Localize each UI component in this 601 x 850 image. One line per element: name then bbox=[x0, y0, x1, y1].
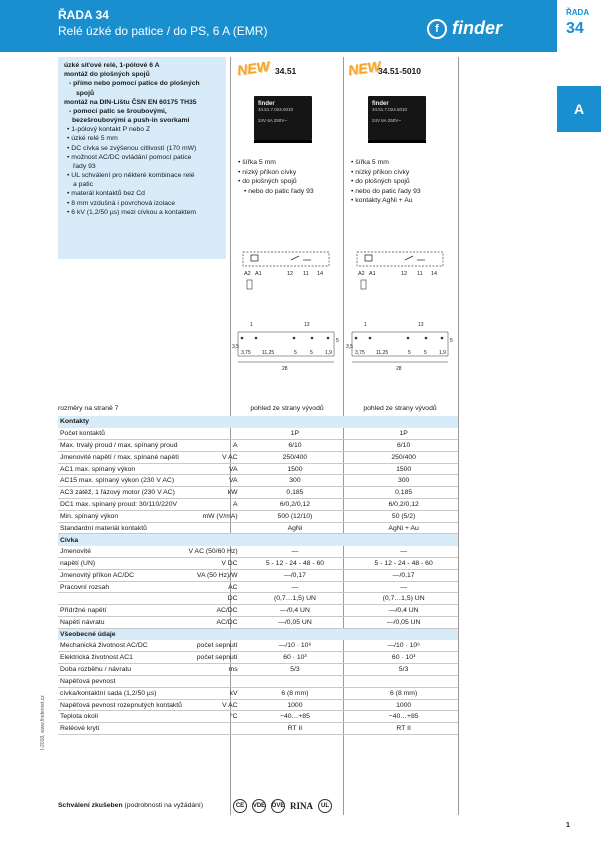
pin-label: A2 bbox=[244, 271, 251, 277]
spec-row bbox=[58, 487, 458, 499]
product-bullet: • kontakty AgNi + Au bbox=[349, 196, 421, 206]
pin-label: 11 bbox=[417, 271, 423, 277]
dim-label: 5 bbox=[424, 350, 427, 356]
spec-label: Jmenovité bbox=[58, 546, 184, 558]
spec-value: 50 (5/2) bbox=[349, 510, 458, 522]
spec-value: 5 - 12 - 24 - 48 - 60 bbox=[349, 558, 458, 570]
pin-label: 11 bbox=[303, 271, 309, 277]
product-bullet: • šířka 5 mm bbox=[236, 158, 314, 168]
spec-row bbox=[58, 440, 458, 452]
spec-row bbox=[58, 664, 458, 676]
section-title: Cívka bbox=[58, 534, 458, 546]
spec-label: Reléové krytí bbox=[58, 723, 184, 735]
dim-label: 11,25 bbox=[262, 350, 275, 356]
spec-label: Mechanická životnost AC/DC bbox=[58, 640, 184, 652]
spec-value: 1P bbox=[241, 428, 350, 440]
spec-value: 500 (12/10) bbox=[241, 510, 350, 522]
spec-value: 6 (8 mm) bbox=[349, 687, 458, 699]
feature-bullet: • možnost AC/DC ovládání pomocí patice bbox=[64, 153, 220, 162]
spec-value: —/10 · 10⁶ bbox=[349, 640, 458, 652]
pin-label: 14 bbox=[431, 271, 438, 277]
product-bullet: • do plošných spojů bbox=[236, 177, 314, 187]
spec-value: 250/400 bbox=[241, 451, 350, 463]
spec-unit bbox=[184, 428, 241, 440]
dim-label: 11,25 bbox=[376, 350, 389, 356]
spec-row bbox=[58, 546, 458, 558]
spec-value: RT II bbox=[241, 723, 350, 735]
spec-unit: A bbox=[184, 499, 241, 511]
spec-unit: mW (V/mA) bbox=[184, 510, 241, 522]
dim-label: 1 bbox=[250, 322, 253, 328]
logo-text: finder bbox=[452, 18, 503, 38]
product-bullet: • nízký příkon cívky bbox=[236, 168, 314, 178]
dim-label: 13 bbox=[304, 322, 310, 328]
wiring-diagram bbox=[355, 248, 450, 294]
spec-value: —/0,17 bbox=[241, 569, 350, 581]
spec-value: 300 bbox=[241, 475, 350, 487]
dim-label: 1,9 bbox=[325, 350, 332, 356]
approvals-row bbox=[58, 799, 458, 812]
feature-bullet: • 6 kV (1,2/50 µs) mezi cívkou a kontaktem bbox=[64, 208, 220, 217]
product-bullet-cont: • nebo do patic řady 93 bbox=[349, 187, 421, 197]
spec-label: Jmenovitý příkon AC/DC bbox=[58, 569, 184, 581]
spec-label: Elektrická životnost AC1 bbox=[58, 652, 184, 664]
spec-row bbox=[58, 605, 458, 617]
spec-label: AC1 max. spínaný výkon bbox=[58, 463, 184, 475]
spec-section-header bbox=[58, 416, 458, 428]
feature-line: - pomocí patic se šroubovými, bbox=[69, 107, 167, 115]
spec-row bbox=[58, 558, 458, 570]
relay-brand: finder bbox=[258, 101, 275, 107]
spec-unit bbox=[184, 723, 241, 735]
spec-unit: V AC (50/60 Hz) bbox=[184, 546, 241, 558]
dim-label: 5 bbox=[336, 338, 339, 344]
spec-value: — bbox=[241, 581, 350, 593]
page-subtitle: Relé úzké do patice / do PS, 6 A (EMR) bbox=[58, 24, 268, 38]
pin-label: A2 bbox=[358, 271, 365, 277]
feature-line: montáž do plošných spojů bbox=[64, 71, 150, 79]
spec-unit: V AC bbox=[184, 699, 241, 711]
spec-value: AgNi + Au bbox=[349, 522, 458, 534]
dim-label: 3,5 bbox=[346, 344, 353, 350]
spec-value: 1P bbox=[349, 428, 458, 440]
spec-row bbox=[58, 451, 458, 463]
spec-value: — bbox=[349, 581, 458, 593]
dim-label: 1 bbox=[364, 322, 367, 328]
spec-value: 5 - 12 - 24 - 48 - 60 bbox=[241, 558, 350, 570]
spec-value bbox=[241, 676, 350, 688]
finder-logo-icon: f bbox=[427, 19, 447, 39]
vde-mark-icon: VDE bbox=[252, 799, 266, 813]
relay-code: 34.51.7.024.5010 bbox=[372, 107, 408, 112]
spec-value: — bbox=[241, 546, 350, 558]
spec-row bbox=[58, 475, 458, 487]
spec-value: 0,185 bbox=[241, 487, 350, 499]
feature-bullet: • materál kontaktů bez Cd bbox=[64, 189, 220, 198]
spec-value: — bbox=[349, 546, 458, 558]
dim-label: 5 bbox=[450, 338, 453, 344]
relay-rating: 24V 6A 250V~ bbox=[258, 118, 287, 123]
feature-bullet: • DC cívka se zvýšenou citlivostí (170 mW) bbox=[64, 144, 220, 153]
pin-label: 12 bbox=[401, 271, 408, 277]
spec-value: (0,7…1,5) UN bbox=[241, 593, 350, 605]
feature-line: úzké síťové relé, 1-pólové 6 A bbox=[64, 62, 160, 69]
column-divider bbox=[458, 57, 459, 815]
ce-mark-icon: CE bbox=[233, 799, 247, 813]
spec-unit: kW bbox=[184, 487, 241, 499]
spec-unit: °C bbox=[184, 711, 241, 723]
dim-label: 3,75 bbox=[355, 350, 365, 356]
spec-value: 1000 bbox=[349, 699, 458, 711]
spec-label: Napěťová pevnost bbox=[58, 676, 184, 688]
spec-row bbox=[58, 676, 458, 688]
spec-value: —/0,4 UN bbox=[241, 605, 350, 617]
spec-section-header bbox=[58, 534, 458, 546]
product-bullets bbox=[236, 158, 314, 196]
spec-row bbox=[58, 687, 458, 699]
product-bullet: • šířka 5 mm bbox=[349, 158, 421, 168]
spec-row bbox=[58, 640, 458, 652]
page-number: 1 bbox=[566, 822, 570, 829]
spec-label: napětí (UN) bbox=[58, 558, 184, 570]
pin-label: 12 bbox=[287, 271, 294, 277]
page-title: ŘADA 34 bbox=[58, 8, 109, 22]
spec-label: Doba rozběhu / návratu bbox=[58, 664, 184, 676]
spec-table bbox=[58, 416, 458, 735]
spec-unit bbox=[184, 676, 241, 688]
view-label: pohled ze strany vývodů bbox=[250, 405, 324, 412]
dim-total: 28 bbox=[282, 366, 288, 372]
spec-value bbox=[349, 676, 458, 688]
spec-row bbox=[58, 463, 458, 475]
spec-row bbox=[58, 652, 458, 664]
section-tab: A bbox=[557, 86, 601, 132]
spec-unit: A bbox=[184, 440, 241, 452]
spec-unit: počet sepnutí bbox=[184, 640, 241, 652]
spec-value: RT II bbox=[349, 723, 458, 735]
spec-value: 6/10 bbox=[349, 440, 458, 452]
spec-label bbox=[58, 593, 184, 605]
spec-value: 300 bbox=[349, 475, 458, 487]
spec-unit: kV bbox=[184, 687, 241, 699]
dim-label: 5 bbox=[294, 350, 297, 356]
spec-value: 6/0,2/0,12 bbox=[241, 499, 350, 511]
feature-bullet-cont: řady 93 bbox=[73, 162, 96, 170]
spec-row bbox=[58, 617, 458, 629]
spec-value: 0,185 bbox=[349, 487, 458, 499]
spec-row bbox=[58, 522, 458, 534]
product-bullets bbox=[349, 158, 421, 206]
spec-row bbox=[58, 593, 458, 605]
dimension-reference: rozměry na straně 7 bbox=[58, 405, 119, 412]
relay-rating: 24V 6A 250V~ bbox=[372, 118, 401, 123]
spec-label: AC15 max. spínaný výkon (230 V AC) bbox=[58, 475, 184, 487]
section-title: Kontakty bbox=[58, 416, 458, 428]
ove-mark-icon: ÖVE bbox=[271, 799, 285, 813]
spec-row bbox=[58, 569, 458, 581]
spec-unit: AC/DC bbox=[184, 605, 241, 617]
spec-value: (0,7…1,5) UN bbox=[349, 593, 458, 605]
spec-value: 5/3 bbox=[349, 664, 458, 676]
spec-value: 6 (8 mm) bbox=[241, 687, 350, 699]
spec-label: DC1 max. spínaný proud: 30/110/220V bbox=[58, 499, 184, 511]
spec-row bbox=[58, 499, 458, 511]
spec-unit: V DC bbox=[184, 558, 241, 570]
spec-value: —/0,4 UN bbox=[349, 605, 458, 617]
spec-unit: DC bbox=[184, 593, 241, 605]
spec-value: 5/3 bbox=[241, 664, 350, 676]
spec-value: —/0,05 UN bbox=[241, 617, 350, 629]
spec-label: Teplota okolí bbox=[58, 711, 184, 723]
relay-photo bbox=[254, 96, 312, 140]
spec-row bbox=[58, 428, 458, 440]
side-imprint: I-2018, www.findernet.cz bbox=[40, 695, 46, 750]
spec-value: 1000 bbox=[241, 699, 350, 711]
spec-row bbox=[58, 699, 458, 711]
dim-label: 5 bbox=[408, 350, 411, 356]
cert-logos bbox=[233, 799, 332, 813]
spec-unit: ms bbox=[184, 664, 241, 676]
feature-line: montáž na DIN-Lištu ČSN EN 60175 TH35 bbox=[64, 98, 197, 106]
spec-value: 60 · 10³ bbox=[241, 652, 350, 664]
feature-box bbox=[58, 57, 226, 259]
feature-bullet-cont: a patic bbox=[73, 181, 94, 189]
spec-value: −40…+85 bbox=[241, 711, 350, 723]
spec-row bbox=[58, 510, 458, 522]
spec-value: 1500 bbox=[349, 463, 458, 475]
spec-label: Max. trvalý proud / max. spínaný proud bbox=[58, 440, 184, 452]
spec-row bbox=[58, 711, 458, 723]
spec-value: —/0,17 bbox=[349, 569, 458, 581]
feature-bullet: • 1-pólový kontakt P nebo Z bbox=[64, 125, 220, 134]
spec-section-header bbox=[58, 628, 458, 640]
feature-bullet: • UL schválení pro některé kombinace relé bbox=[64, 171, 220, 180]
page-header bbox=[0, 0, 601, 52]
series-tab bbox=[557, 0, 601, 52]
pin-layout-drawing bbox=[346, 318, 456, 374]
spec-label: Pracovní rozsah bbox=[58, 581, 184, 593]
feature-bullet: • 8 mm vzdušná i povrchová izolace bbox=[64, 199, 220, 208]
feature-line: bezešroubovými a push-in svorkami bbox=[72, 117, 190, 125]
spec-value: 60 · 10³ bbox=[349, 652, 458, 664]
pin-label: A1 bbox=[369, 271, 376, 277]
spec-unit: počet sepnutí bbox=[184, 652, 241, 664]
spec-label: Napěťová pevnost rozepnutých kontaktů bbox=[58, 699, 184, 711]
relay-code: 34.51.7.024.0010 bbox=[258, 107, 294, 112]
spec-value: AgNi bbox=[241, 522, 350, 534]
feature-line: spojů bbox=[76, 89, 95, 97]
spec-label: Jmenovité napětí / max. spínané napětí bbox=[58, 451, 184, 463]
spec-value: —/0,05 UN bbox=[349, 617, 458, 629]
spec-value: 6/10 bbox=[241, 440, 350, 452]
dim-total: 28 bbox=[396, 366, 402, 372]
model-number: 34.51-5010 bbox=[378, 66, 422, 76]
product-bullet: • do plošných spojů bbox=[349, 177, 421, 187]
product-bullet: • nízký příkon cívky bbox=[349, 168, 421, 178]
spec-row bbox=[58, 581, 458, 593]
pin-layout-drawing bbox=[232, 318, 342, 374]
spec-label: Přídržné napětí bbox=[58, 605, 184, 617]
spec-unit: AC/DC bbox=[184, 617, 241, 629]
spec-value: —/10 · 10⁶ bbox=[241, 640, 350, 652]
dim-label: 3,5 bbox=[232, 344, 239, 350]
product-bullet-cont: • nebo do patic řady 93 bbox=[236, 187, 314, 197]
pin-label: A1 bbox=[255, 271, 262, 277]
dim-label: 5 bbox=[310, 350, 313, 356]
spec-unit bbox=[184, 522, 241, 534]
dim-label: 3,75 bbox=[241, 350, 251, 356]
feature-bullet: • úzké relé 5 mm bbox=[64, 134, 220, 143]
spec-unit: AC bbox=[184, 581, 241, 593]
spec-value: 250/400 bbox=[349, 451, 458, 463]
section-title: Všeobecné údaje bbox=[58, 628, 458, 640]
spec-row bbox=[58, 723, 458, 735]
spec-label: Počet kontaktů bbox=[58, 428, 184, 440]
relay-photo bbox=[368, 96, 426, 140]
spec-unit: VA bbox=[184, 463, 241, 475]
spec-label: Standardní materiál kontaktů bbox=[58, 522, 184, 534]
pin-label: 14 bbox=[317, 271, 324, 277]
dim-label: 13 bbox=[418, 322, 424, 328]
spec-label: AC3 zátěž, 1 fázový motor (230 V AC) bbox=[58, 487, 184, 499]
spec-value: 6/0,2/0,12 bbox=[349, 499, 458, 511]
spec-unit: VA (50 Hz)/W bbox=[184, 569, 241, 581]
series-number: 34 bbox=[566, 20, 584, 37]
series-label: ŘADA bbox=[566, 8, 590, 17]
spec-value: −40…+85 bbox=[349, 711, 458, 723]
spec-unit: VA bbox=[184, 475, 241, 487]
relay-brand: finder bbox=[372, 101, 389, 107]
spec-label: Napětí návratu bbox=[58, 617, 184, 629]
spec-label: Min. spínaný výkon bbox=[58, 510, 184, 522]
new-badge: NEW bbox=[347, 57, 382, 79]
spec-unit: V AC bbox=[184, 451, 241, 463]
spec-label: cívka/kontaktní sada (1,2/50 µs) bbox=[58, 687, 184, 699]
wiring-diagram bbox=[241, 248, 336, 294]
ul-mark-icon: UL bbox=[318, 799, 332, 813]
feature-line: - přímo nebo pomocí patice do plošných bbox=[69, 80, 200, 88]
new-badge: NEW bbox=[236, 57, 271, 79]
rina-mark-icon: RINA bbox=[290, 800, 314, 811]
finder-logo bbox=[427, 18, 502, 39]
approvals-label bbox=[58, 802, 233, 809]
spec-value: 1500 bbox=[241, 463, 350, 475]
dim-label: 1,9 bbox=[439, 350, 446, 356]
approvals-note: (podrobnosti na vyžádání) bbox=[124, 802, 204, 809]
approvals-title: Schválení zkušeben bbox=[58, 802, 123, 809]
model-number: 34.51 bbox=[275, 66, 297, 76]
view-label: pohled ze strany vývodů bbox=[363, 405, 437, 412]
